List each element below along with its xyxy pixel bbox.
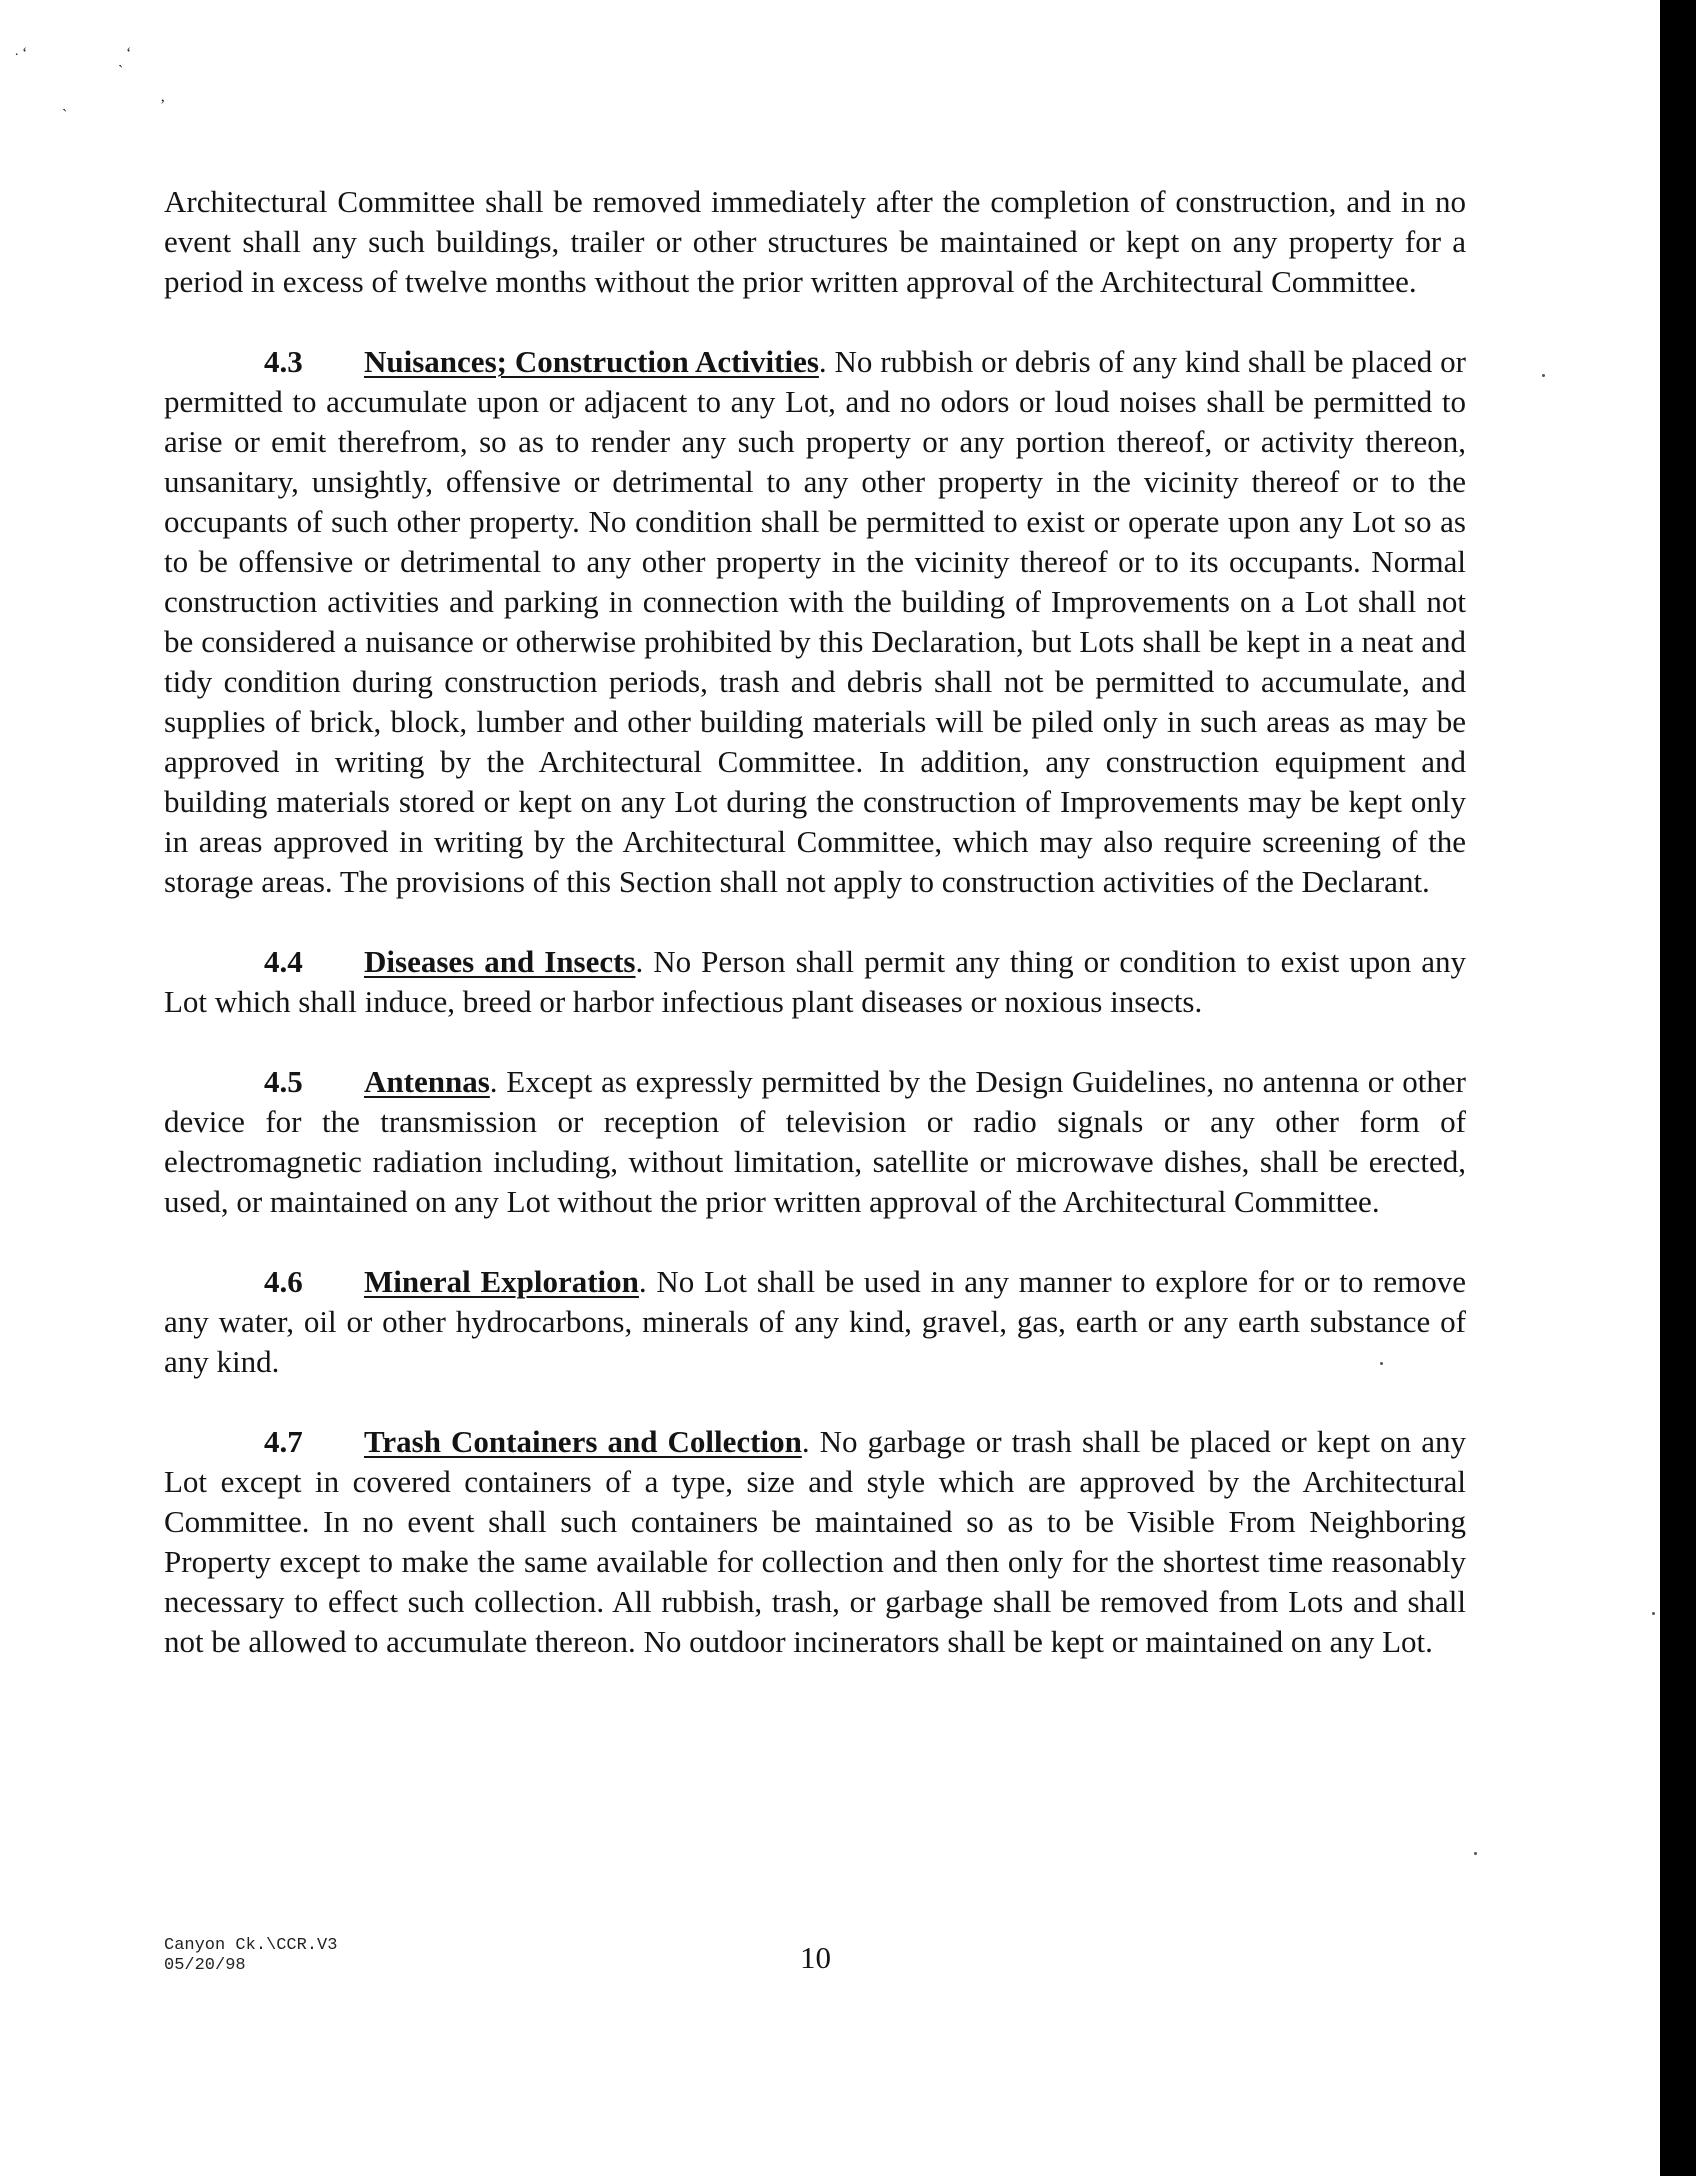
scan-dot [1542, 374, 1545, 377]
section-heading: Trash Containers and Collection [364, 1424, 802, 1459]
scan-dot [1652, 1612, 1655, 1615]
section-4-4 [164, 942, 1466, 1022]
section-4-7 [164, 1422, 1466, 1662]
section-heading: Mineral Exploration [364, 1264, 639, 1299]
heading-punctuation: . [801, 1424, 810, 1459]
footer-file-info [164, 1936, 337, 1976]
section-4-6 [164, 1262, 1466, 1382]
document-body [164, 182, 1466, 1702]
section-body: No Person shall permit any thing or condition to exist upon any Lot which shall induce, breed or harbor infectious plant diseases or noxious insects. [164, 944, 1466, 1019]
scan-dot [1474, 1852, 1477, 1855]
scan-speck: ˎ [62, 95, 68, 112]
section-number: 4.4 [264, 944, 303, 979]
section-body: Except as expressly permitted by the Design Guidelines, no antenna or other device for the transmission or reception of television or radio signals or any other form of electromagnetic radiation including, without limitation, satellite or microwave dishes, shall be erected, used, or maintained on any Lot without the prior written approval of the Architectural Committee. [164, 1064, 1466, 1219]
footer-file-reference: Canyon Ck.\CCR.V3 [164, 1936, 338, 1955]
section-body: No Lot shall be used in any manner to explore for or to remove any water, oil or other hydrocarbons, minerals of any kind, gravel, gas, earth or any earth substance of any kind. [164, 1264, 1466, 1379]
scan-speck: ˙ [14, 51, 20, 68]
scan-speck: ʼ [160, 97, 166, 114]
section-body: No garbage or trash shall be placed or kept on any Lot except in covered containers of a type, size and style which are approved by the Architectural Committee. In no event shall such containers be maintained so as to be Visible From Neighboring Property except to make the same available for collection and then only for the shortest time reasonably necessary to effect such collection. All rubbish, trash, or garbage shall be removed from Lots and shall not be allowed to accumulate thereon. No outdoor incinerators shall be kept or maintained on any Lot. [164, 1424, 1466, 1659]
section-number: 4.7 [264, 1424, 303, 1459]
section-4-5 [164, 1062, 1466, 1222]
section-number: 4.6 [264, 1264, 303, 1299]
heading-punctuation: . [638, 1264, 647, 1299]
scan-speck: ʻ [126, 45, 132, 62]
scan-edge-border [1660, 0, 1696, 2176]
heading-punctuation: . [635, 944, 644, 979]
section-body: No rubbish or debris of any kind shall be placed or permitted to accumulate upon or adjacent to any Lot, and no odors or loud noises shall be permitted to arise or emit therefrom, so as to render any such property or any portion thereof, or activity thereon, unsanitary, unsightly, offensive or detrimental to any other property in the vicinity thereof or to the occupants of such other property. No condition shall be permitted to exist or operate upon any Lot so as to be offensive or detrimental to any other property in the vicinity thereof or to its occupants. Normal construction activities and parking in connection with the building of Improvements on a Lot shall not be considered a nuisance or otherwise prohibited by this Declaration, but Lots shall be kept in a neat and tidy condition during construction periods, trash and debris shall not be permitted to accumulate, and supplies of brick, block, lumber and other building materials will be piled only in such areas as may be approved in writing by the Architectural Committee. In addition, any construction equipment and building materials stored or kept on any Lot during the construction of Improvements may be kept only in areas approved in writing by the Architectural Committee, which may also require screening of the storage areas. The provisions of this Section shall not apply to construction activities of the Declarant. [164, 344, 1466, 899]
footer-date: 05/20/98 [164, 1956, 246, 1975]
intro-paragraph: Architectural Committee shall be removed immediately after the completion of construction, and in no event shall any such buildings, trailer or other structures be maintained or kept on any property for a period in excess of twelve months without the prior written approval of the Architectural Committee. [164, 184, 1466, 299]
section-heading: Diseases and Insects [364, 944, 636, 979]
section-number: 4.3 [264, 344, 303, 379]
section-number: 4.5 [264, 1064, 303, 1099]
section-4-3 [164, 342, 1466, 902]
heading-punctuation: . [489, 1064, 498, 1099]
page-number: 10 [800, 1940, 831, 1975]
scan-speck: ʻ [22, 45, 28, 62]
section-heading: Antennas [364, 1064, 490, 1099]
heading-punctuation: . [818, 344, 827, 379]
section-heading: Nuisances; Construction Activities [364, 344, 819, 379]
scan-speck: ˎ [118, 51, 124, 68]
